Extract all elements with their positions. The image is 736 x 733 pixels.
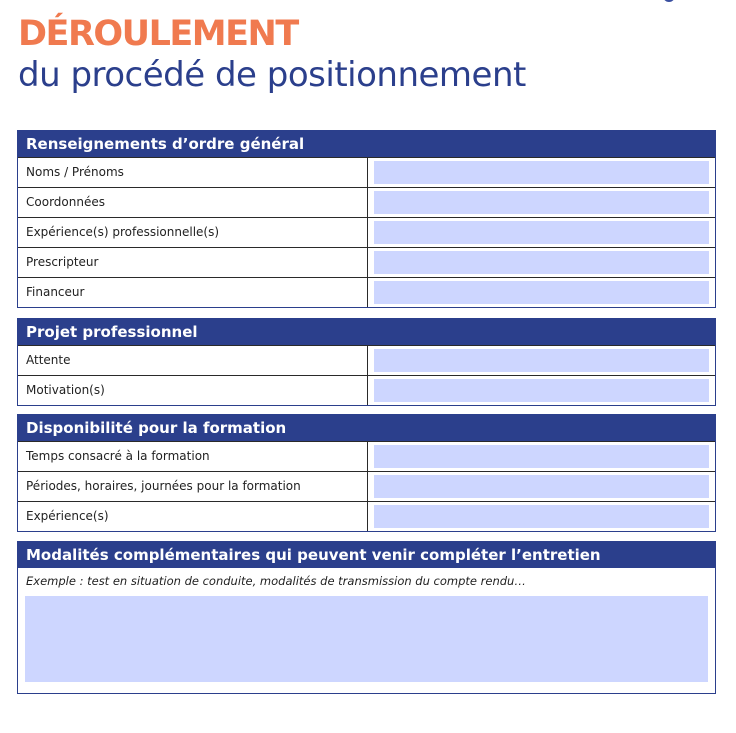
section-header: Modalités complémentaires qui peuvent venir compléter l’entretien bbox=[18, 542, 715, 568]
expectation-field[interactable] bbox=[374, 349, 709, 372]
form-row bbox=[18, 345, 715, 375]
section-general-info bbox=[17, 130, 716, 308]
section-availability bbox=[17, 414, 716, 532]
row-label: Motivation(s) bbox=[18, 376, 368, 405]
form-row bbox=[18, 375, 715, 405]
example-text: Exemple : test en situation de conduite, modalités de transmission du compte rendu… bbox=[26, 574, 526, 588]
row-label: Prescripteur bbox=[18, 248, 368, 277]
training-time-field[interactable] bbox=[374, 445, 709, 468]
form-row bbox=[18, 217, 715, 247]
section-complementary bbox=[17, 541, 716, 694]
section-header: Disponibilité pour la formation bbox=[18, 415, 715, 441]
page-title: DÉROULEMENT bbox=[18, 14, 298, 54]
row-label: Noms / Prénoms bbox=[18, 158, 368, 187]
row-label: Expérience(s) bbox=[18, 502, 368, 531]
row-label: Financeur bbox=[18, 278, 368, 307]
experiences-field[interactable] bbox=[374, 505, 709, 528]
form-row bbox=[18, 157, 715, 187]
corner-decoration bbox=[663, 0, 675, 2]
page-subtitle: du procédé de positionnement bbox=[18, 55, 526, 95]
names-field[interactable] bbox=[374, 161, 709, 184]
row-label: Expérience(s) professionnelle(s) bbox=[18, 218, 368, 247]
complementary-field[interactable] bbox=[25, 596, 708, 682]
form-row bbox=[18, 441, 715, 471]
form-row bbox=[18, 277, 715, 307]
funder-field[interactable] bbox=[374, 281, 709, 304]
row-label: Temps consacré à la formation bbox=[18, 442, 368, 471]
section-header: Renseignements d’ordre général bbox=[18, 131, 715, 157]
row-label: Coordonnées bbox=[18, 188, 368, 217]
contact-field[interactable] bbox=[374, 191, 709, 214]
schedule-field[interactable] bbox=[374, 475, 709, 498]
form-row bbox=[18, 471, 715, 501]
row-label: Attente bbox=[18, 346, 368, 375]
motivation-field[interactable] bbox=[374, 379, 709, 402]
row-label: Périodes, horaires, journées pour la formation bbox=[18, 472, 368, 501]
section-header: Projet professionnel bbox=[18, 319, 715, 345]
form-row bbox=[18, 247, 715, 277]
experience-field[interactable] bbox=[374, 221, 709, 244]
prescriber-field[interactable] bbox=[374, 251, 709, 274]
form-row bbox=[18, 501, 715, 531]
section-professional-project bbox=[17, 318, 716, 406]
form-row bbox=[18, 187, 715, 217]
